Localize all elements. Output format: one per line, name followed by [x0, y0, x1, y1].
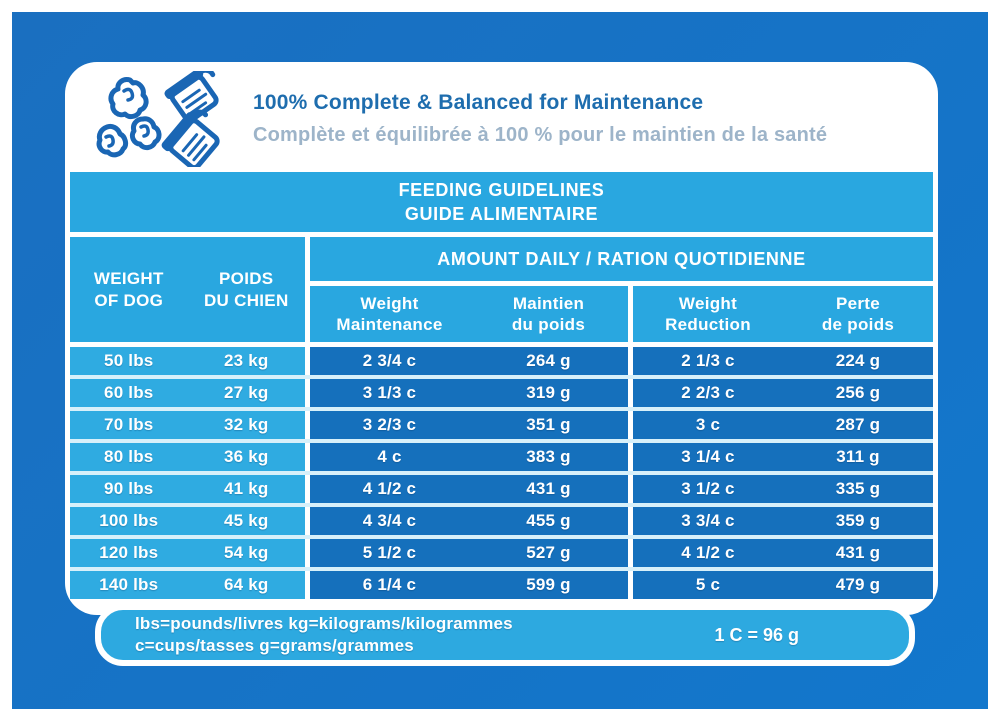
weight-reduction-label: Weight Reduction — [665, 293, 751, 334]
reduction-grams: 256 g — [835, 383, 881, 402]
maintenance-cups: 4 3/4 c — [362, 511, 417, 530]
table-row — [70, 475, 933, 503]
maintenance-cups: 3 1/3 c — [362, 383, 417, 402]
maintenance-cups: 6 1/4 c — [362, 575, 417, 594]
maintenance-amount-cell — [310, 475, 628, 503]
reduction-cups: 3 1/2 c — [681, 479, 735, 498]
dog-weight-cell — [70, 571, 305, 599]
dog-weight-kg: 64 kg — [224, 575, 269, 594]
dog-weight-cell — [70, 539, 305, 567]
amount-daily-header-group — [310, 237, 933, 342]
maintenance-amount-cell — [310, 539, 628, 567]
maintenance-amount-cell — [310, 507, 628, 535]
reduction-amount-cell — [633, 411, 933, 439]
table-row — [70, 507, 933, 535]
reduction-cups: 3 c — [695, 415, 721, 434]
dog-weight-lbs: 120 lbs — [99, 543, 159, 562]
table-row — [70, 411, 933, 439]
table-row — [70, 379, 933, 407]
dog-weight-lbs: 100 lbs — [99, 511, 159, 530]
table-header-row — [70, 237, 933, 342]
maintenance-grams: 351 g — [526, 415, 571, 434]
maintenance-grams: 455 g — [526, 511, 571, 530]
maintenance-cups: 3 2/3 c — [362, 415, 417, 434]
maintenance-header-cell — [310, 286, 628, 342]
maintenance-cups: 2 3/4 c — [362, 351, 417, 370]
poids-du-chien-label: POIDS DU CHIEN — [203, 269, 289, 310]
reduction-grams: 335 g — [835, 479, 881, 498]
dog-weight-cell — [70, 475, 305, 503]
maintien-du-poids-label: Maintien du poids — [511, 293, 586, 334]
claim-title-english: 100% Complete & Balanced for Maintenance — [253, 91, 704, 114]
reduction-cups: 4 1/2 c — [681, 543, 735, 562]
weight-of-dog-label: WEIGHT OF DOG — [93, 269, 164, 310]
dog-weight-kg: 45 kg — [224, 511, 269, 530]
reduction-grams: 287 g — [835, 415, 881, 434]
product-claim-panel — [93, 68, 827, 170]
table-body — [70, 347, 933, 599]
feeding-guidelines-card — [65, 62, 938, 615]
reduction-amount-cell — [633, 379, 933, 407]
dog-weight-kg: 41 kg — [224, 479, 269, 498]
dog-weight-kg: 32 kg — [224, 415, 269, 434]
cup-conversion-label: 1 C = 96 g — [714, 624, 799, 645]
amount-daily-band: AMOUNT DAILY / RATION QUOTIDIENNE — [310, 237, 933, 281]
amount-subheaders — [310, 286, 933, 342]
reduction-amount-cell — [633, 571, 933, 599]
table-row — [70, 443, 933, 471]
maintenance-amount-cell — [310, 411, 628, 439]
table-row — [70, 347, 933, 375]
table-row — [70, 539, 933, 567]
units-legend — [135, 613, 513, 657]
reduction-cups: 2 2/3 c — [681, 383, 735, 402]
dog-weight-cell — [70, 411, 305, 439]
maintenance-amount-cell — [310, 379, 628, 407]
maintenance-cups: 4 1/2 c — [362, 479, 417, 498]
reduction-amount-cell — [633, 475, 933, 503]
reduction-amount-cell — [633, 507, 933, 535]
reduction-grams: 479 g — [835, 575, 881, 594]
kibble-and-measuring-cups-icon — [93, 71, 227, 167]
reduction-amount-cell — [633, 539, 933, 567]
maintenance-grams: 383 g — [526, 447, 571, 466]
feeding-table — [70, 172, 933, 599]
dog-weight-lbs: 80 lbs — [104, 447, 154, 466]
maintenance-grams: 319 g — [526, 383, 571, 402]
dog-weight-cell — [70, 443, 305, 471]
kibble-icon — [132, 119, 159, 148]
dog-weight-kg: 54 kg — [224, 543, 269, 562]
perte-de-poids-label: Perte de poids — [821, 293, 895, 334]
maintenance-grams: 264 g — [526, 351, 571, 370]
dog-weight-lbs: 90 lbs — [104, 479, 154, 498]
kibble-icon — [111, 80, 146, 117]
reduction-amount-cell — [633, 347, 933, 375]
dog-weight-cell — [70, 507, 305, 535]
reduction-grams: 224 g — [835, 351, 881, 370]
dog-weight-cell — [70, 347, 305, 375]
dog-weight-kg: 23 kg — [224, 351, 269, 370]
maintenance-grams: 527 g — [526, 543, 571, 562]
maintenance-amount-cell — [310, 571, 628, 599]
dog-weight-lbs: 50 lbs — [104, 351, 154, 370]
dog-weight-kg: 36 kg — [224, 447, 269, 466]
maintenance-cups: 5 1/2 c — [362, 543, 417, 562]
weight-header-cell — [70, 237, 305, 342]
dog-weight-kg: 27 kg — [224, 383, 269, 402]
dog-weight-lbs: 60 lbs — [104, 383, 154, 402]
reduction-grams: 359 g — [835, 511, 881, 530]
dog-weight-cell — [70, 379, 305, 407]
maintenance-cups: 4 c — [377, 447, 402, 466]
maintenance-grams: 599 g — [526, 575, 571, 594]
dog-weight-lbs: 140 lbs — [99, 575, 159, 594]
reduction-amount-cell — [633, 443, 933, 471]
table-title-english: FEEDING GUIDELINES — [398, 179, 605, 200]
legend-footer — [95, 604, 915, 666]
maintenance-grams: 431 g — [526, 479, 571, 498]
weight-maintenance-label: Weight Maintenance — [336, 293, 443, 334]
reduction-cups: 3 1/4 c — [681, 447, 735, 466]
reduction-header-cell — [633, 286, 933, 342]
claim-title-french: Complète et équilibrée à 100 % pour le maintien de la santé — [253, 124, 828, 146]
reduction-cups: 2 1/3 c — [681, 351, 735, 370]
dog-weight-lbs: 70 lbs — [104, 415, 154, 434]
table-row — [70, 571, 933, 599]
maintenance-amount-cell — [310, 443, 628, 471]
reduction-grams: 311 g — [836, 447, 880, 466]
table-title-french: GUIDE ALIMENTAIRE — [404, 203, 599, 224]
table-title-band — [70, 172, 933, 232]
measuring-cup-icon — [160, 105, 226, 167]
reduction-cups: 3 3/4 c — [681, 511, 735, 530]
units-legend-line1: lbs=pounds/livres kg=kilograms/kilogrammes — [135, 613, 513, 633]
units-legend-line2: c=cups/tasses g=grams/grammes — [135, 636, 414, 655]
reduction-grams: 431 g — [835, 543, 881, 562]
reduction-cups: 5 c — [695, 575, 721, 594]
maintenance-amount-cell — [310, 347, 628, 375]
